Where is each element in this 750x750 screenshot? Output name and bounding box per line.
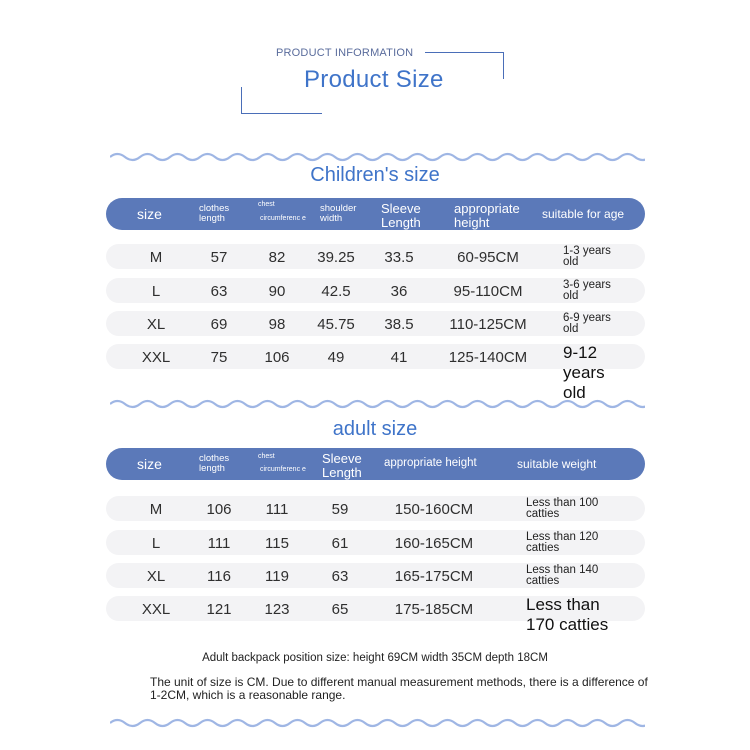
cell-clothes-length: 75 xyxy=(210,349,228,366)
table-row xyxy=(106,496,645,521)
cell-appropriate-height: 175-185CM xyxy=(394,601,474,618)
cell-clothes-length: 121 xyxy=(206,601,232,618)
cell-sleeve-length: 59 xyxy=(331,501,349,518)
cell-chest: 90 xyxy=(268,283,286,300)
cell-suitable-weight: Less than 170 catties xyxy=(526,595,609,634)
cell-chest: 106 xyxy=(264,349,290,366)
cell-size: M xyxy=(149,249,163,266)
cell-suitable-age: 6-9 years old xyxy=(563,312,611,335)
cell-chest: 111 xyxy=(265,501,289,518)
table-row xyxy=(106,343,645,402)
table-row xyxy=(106,311,645,336)
cell-shoulder-width: 49 xyxy=(327,349,345,366)
cell-suitable-age: 3-6 years old xyxy=(563,279,611,302)
col-shoulder-width: shoulder width xyxy=(320,203,357,224)
adult-table-header xyxy=(106,448,645,480)
cell-clothes-length: 63 xyxy=(210,283,228,300)
cell-size: L xyxy=(151,535,161,552)
table-row xyxy=(106,244,645,269)
cell-chest: 123 xyxy=(264,601,290,618)
children-table-header xyxy=(106,198,645,230)
product-information-label: PRODUCT INFORMATION xyxy=(276,47,414,59)
wave-divider-icon xyxy=(110,150,645,164)
backpack-size-note: Adult backpack position size: height 69CM width 35CM depth 18CM xyxy=(202,652,548,664)
wave-divider-icon xyxy=(110,716,645,730)
cell-suitable-age: 1-3 years old xyxy=(563,245,611,268)
cell-suitable-age: 9-12 years old xyxy=(563,343,605,402)
cell-chest: 115 xyxy=(265,535,289,552)
cell-sleeve-length: 33.5 xyxy=(384,249,414,266)
cell-appropriate-height: 160-165CM xyxy=(394,535,474,552)
cell-size: XXL xyxy=(141,601,171,618)
cell-size: XXL xyxy=(141,349,171,366)
cell-sleeve-length: 36 xyxy=(390,283,408,300)
adult-size-title: adult size xyxy=(332,418,418,440)
wave-divider-icon xyxy=(110,397,645,411)
cell-chest: 82 xyxy=(268,249,286,266)
col-appropriate-height: appropriate height xyxy=(454,201,520,230)
cell-clothes-length: 106 xyxy=(206,501,232,518)
col-appropriate-height: appropriate height xyxy=(384,457,477,469)
cell-appropriate-height: 125-140CM xyxy=(448,349,528,366)
col-chest-sub: circumferenc e xyxy=(260,215,306,222)
cell-size: M xyxy=(149,501,163,518)
col-suitable-weight: suitable weight xyxy=(517,457,597,471)
cell-clothes-length: 116 xyxy=(207,568,231,585)
cell-shoulder-width: 45.75 xyxy=(317,316,355,333)
col-suitable-age: suitable for age xyxy=(542,207,625,221)
cell-appropriate-height: 165-175CM xyxy=(394,568,474,585)
cell-sleeve-length: 61 xyxy=(331,535,349,552)
cell-appropriate-height: 95-110CM xyxy=(453,283,523,300)
measurement-note: The unit of size is CM. Due to different manual measurement methods, there is a difference of 1-2CM, which is a reasonable range. xyxy=(150,675,648,702)
cell-size: XL xyxy=(146,568,166,585)
col-clothes-length: clothes length xyxy=(199,453,230,474)
table-row xyxy=(106,278,645,303)
cell-shoulder-width: 39.25 xyxy=(317,249,355,266)
col-clothes-length: clothes length xyxy=(199,203,230,224)
cell-sleeve-length: 63 xyxy=(331,568,349,585)
table-row xyxy=(106,595,645,634)
cell-suitable-weight: Less than 100 catties xyxy=(526,497,599,520)
cell-size: XL xyxy=(146,316,166,333)
cell-suitable-weight: Less than 140 catties xyxy=(526,564,599,587)
col-sleeve-length: Sleeve Length xyxy=(381,201,421,230)
cell-appropriate-height: 110-125CM xyxy=(449,316,527,333)
cell-suitable-weight: Less than 120 catties xyxy=(526,531,599,554)
col-size: size xyxy=(137,456,162,472)
col-sleeve-length: Sleeve Length xyxy=(322,451,362,480)
cell-size: L xyxy=(151,283,161,300)
cell-clothes-length: 111 xyxy=(207,535,231,552)
col-chest-sub: circumferenc e xyxy=(260,466,306,473)
cell-chest: 98 xyxy=(268,316,286,333)
cell-clothes-length: 69 xyxy=(210,316,228,333)
children-size-title: Children's size xyxy=(310,164,440,186)
cell-chest: 119 xyxy=(265,568,289,585)
corner-bracket-bottom-left xyxy=(241,87,322,114)
cell-appropriate-height: 150-160CM xyxy=(394,501,474,518)
table-row xyxy=(106,563,645,588)
page-title: Product Size xyxy=(304,66,444,93)
col-chest: chest xyxy=(258,453,275,460)
col-chest: chest xyxy=(258,201,275,208)
cell-sleeve-length: 65 xyxy=(331,601,349,618)
col-size: size xyxy=(137,206,162,222)
cell-sleeve-length: 41 xyxy=(390,349,408,366)
table-row xyxy=(106,530,645,555)
cell-clothes-length: 57 xyxy=(210,249,228,266)
cell-sleeve-length: 38.5 xyxy=(384,316,414,333)
cell-appropriate-height: 60-95CM xyxy=(457,249,519,266)
cell-shoulder-width: 42.5 xyxy=(321,283,351,300)
